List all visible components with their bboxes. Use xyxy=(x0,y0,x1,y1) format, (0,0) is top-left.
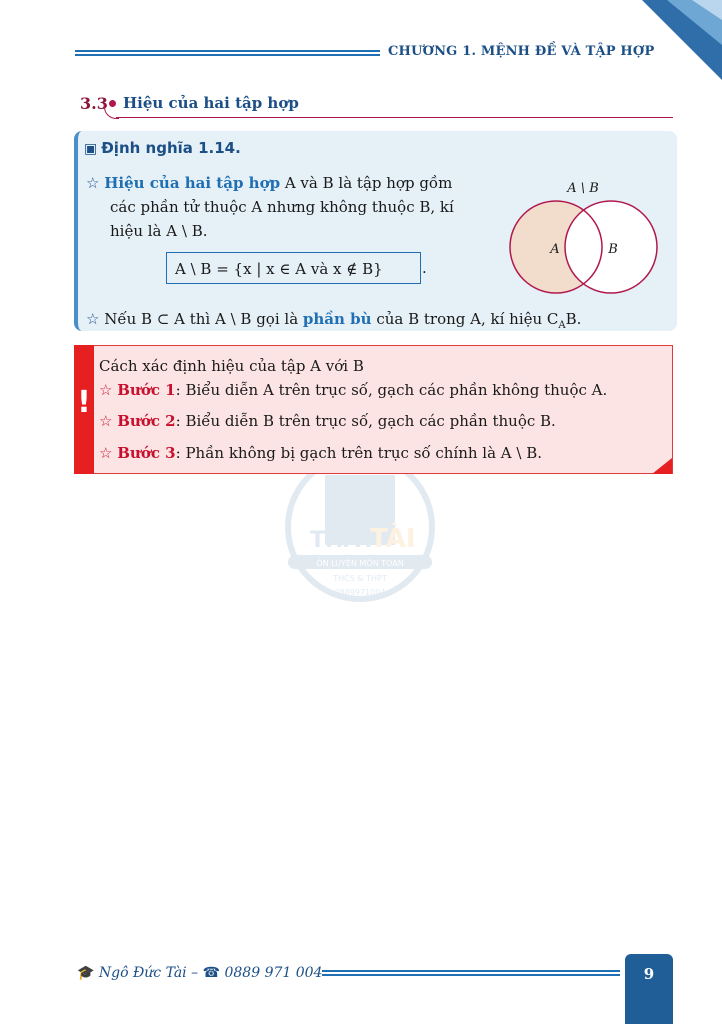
step-2: ☆ Bước 2: Biểu diễn B trên trục số, gạch các phần thuộc B. xyxy=(99,412,556,430)
footer-rule xyxy=(322,970,620,978)
footer-author: 🎓 Ngô Đức Tài – ☎ 0889 971 004 xyxy=(77,965,323,981)
venn-label-a: A xyxy=(550,242,560,257)
complement-line: ☆ Nếu B ⊂ A thì A \ B gọi là phần bù của B trong A, kí hiệu $C_AB$. xyxy=(86,310,582,331)
page-number: 9 xyxy=(643,965,655,983)
venn-diagram xyxy=(505,175,665,300)
section-number: 3.3 xyxy=(80,94,108,113)
formula-period: . xyxy=(422,259,427,277)
svg-text:TÀI: TÀI xyxy=(370,524,416,554)
star-icon: ☆ xyxy=(99,381,113,399)
definition-title: ▣ Định nghĩa 1.14. xyxy=(84,139,241,157)
svg-text:THCS & THPT: THCS & THPT xyxy=(333,574,387,583)
svg-text:0889971004: 0889971004 xyxy=(334,588,386,597)
chapter-title: CHƯƠNG 1. MỆNH ĐỀ VÀ TẬP HỢP xyxy=(388,44,655,59)
step-3: ☆ Bước 3: Phần không bị gạch trên trục số chính là A \ B. xyxy=(99,444,543,462)
star-icon: ☆ xyxy=(86,174,100,192)
watermark-logo xyxy=(270,455,450,615)
header-rule xyxy=(75,50,380,58)
graduation-cap-icon: 🎓 xyxy=(77,965,95,981)
venn-label-b: B xyxy=(608,242,618,257)
svg-text:THẦY: THẦY xyxy=(310,528,377,553)
star-icon: ☆ xyxy=(86,310,100,328)
definition-line-1: ☆ Hiệu của hai tập hợp A và B là tập hợp gồm xyxy=(86,174,453,192)
section-underline xyxy=(116,117,673,118)
definition-formula: A \ B = {x | x ∈ A và x ∉ B} xyxy=(166,252,421,284)
steps-intro: Cách xác định hiệu của tập A với B xyxy=(99,357,364,375)
book-icon: ▣ xyxy=(84,141,98,157)
venn-top-label: A \ B xyxy=(567,181,599,196)
star-icon: ☆ xyxy=(99,412,113,430)
svg-text:ÔN LUYỆN MÔN TOÁN: ÔN LUYỆN MÔN TOÁN xyxy=(316,559,404,568)
step-1: ☆ Bước 1: Biểu diễn A trên trục số, gạch các phần không thuộc A. xyxy=(99,381,608,399)
exclamation-icon: ! xyxy=(77,385,91,420)
star-icon: ☆ xyxy=(99,444,113,462)
page-fold-icon xyxy=(652,458,672,474)
section-title: Hiệu của hai tập hợp xyxy=(123,94,299,112)
definition-line-3: hiệu là A \ B. xyxy=(110,222,208,240)
definition-line-2: các phần tử thuộc A nhưng không thuộc B, kí xyxy=(110,198,454,216)
phone-icon: ☎ xyxy=(202,965,221,981)
